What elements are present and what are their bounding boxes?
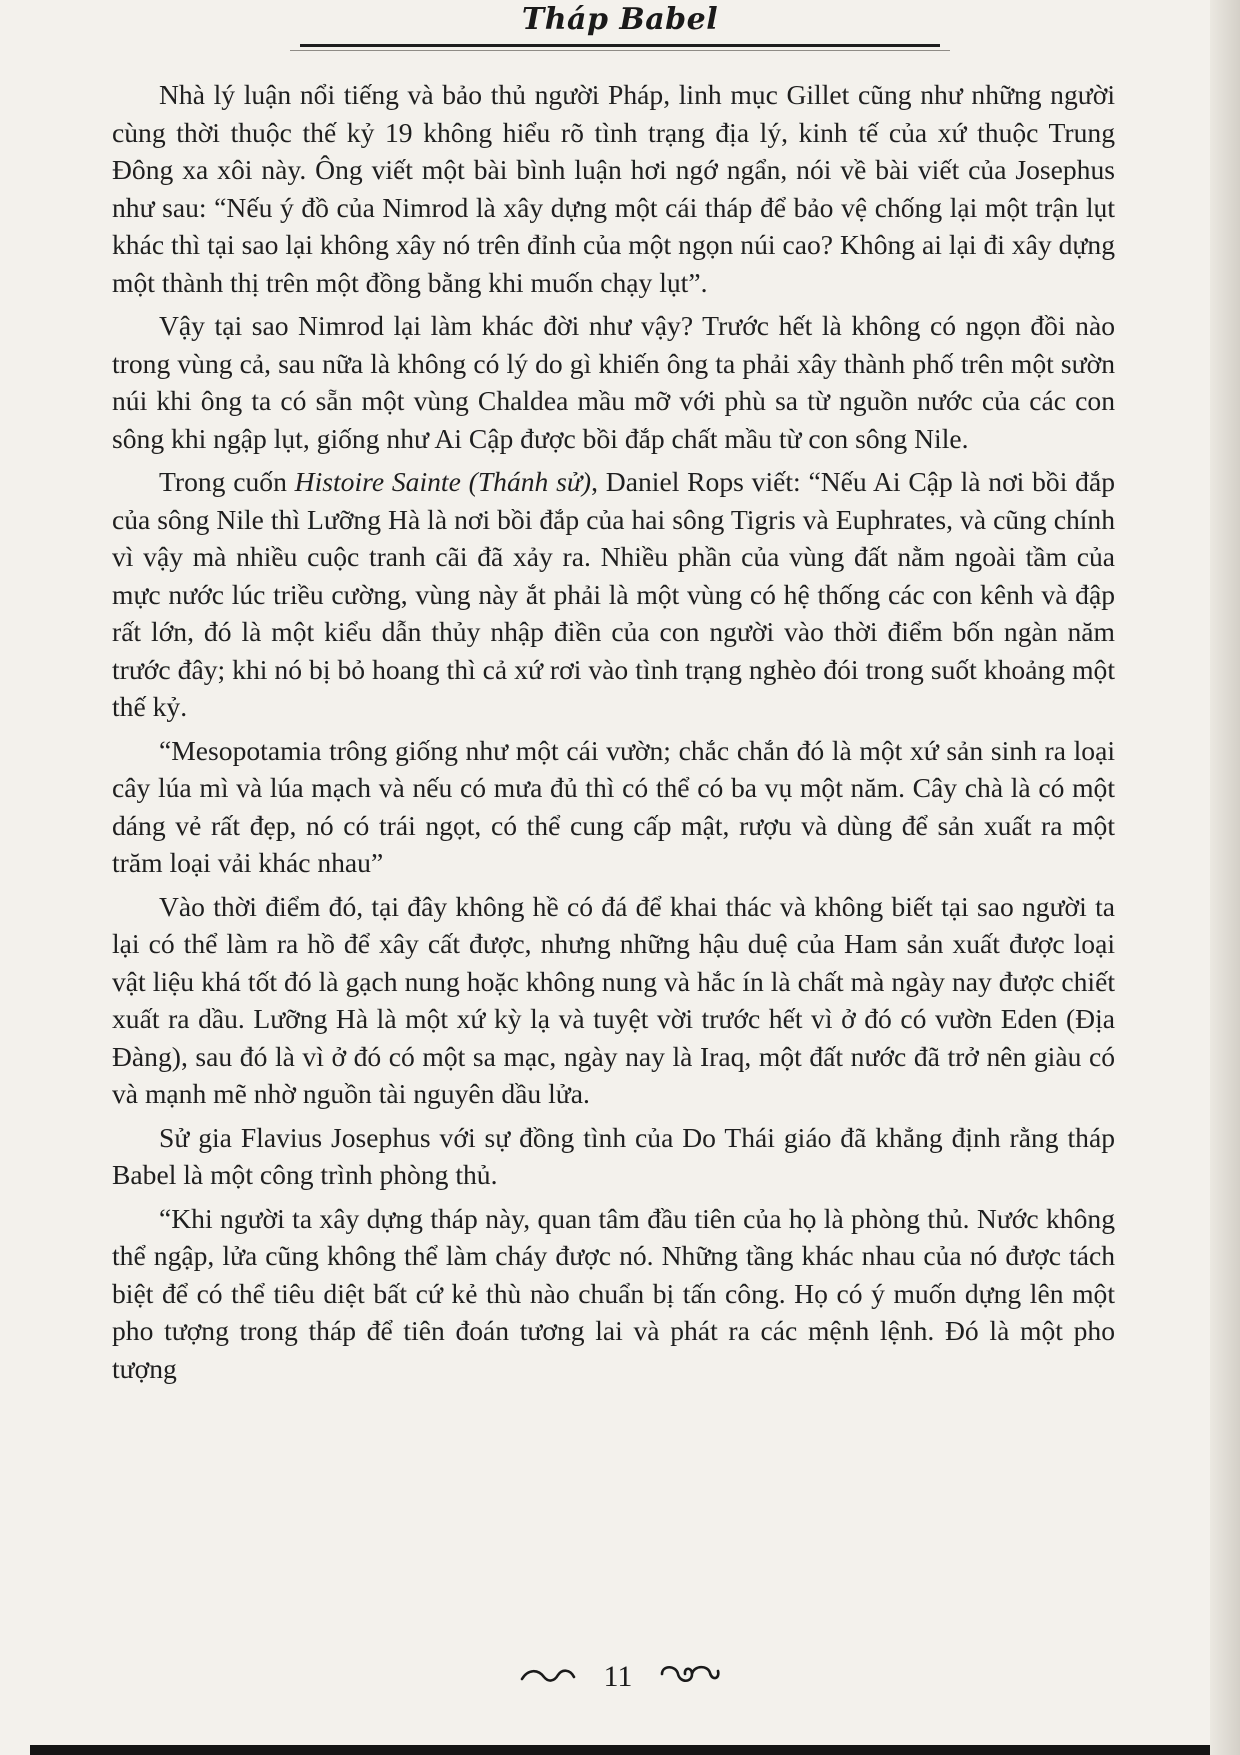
right-ornament-icon [658,1660,722,1695]
paragraph-2: Vậy tại sao Nimrod lại làm khác đời như vậy? Trước hết là không có ngọn đồi nào trong vùng cả, sau nữa là không có lý do gì khiến ông ta phải xây thành phố trên một sườn núi khi ông ta có sẵn một vùng Chaldea mầu mỡ với phù sa từ nguồn nước của các con sông khi ngập lụt, giống như Ai Cập được bồi đắp chất mầu từ con sông Nile. [112,310,1115,454]
paragraph-5: Vào thời điểm đó, tại đây không hề có đá để khai thác và không biết tại sao người ta lại có thể làm ra hồ để xây cất được, nhưng những hậu duệ của Ham sản xuất được loại vật liệu khá tốt đó là gạch nung hoặc không nung và hắc ín là chất mà ngày nay được chiết xuất ra dầu. Lưỡng Hà là một xứ kỳ lạ và tuyệt vời trước hết vì ở đó có vườn Eden (Địa Đàng), sau đó là vì ở đó có một sa mạc, ngày nay là Iraq, một đất nước đã trở nên giàu có và mạnh mẽ nhờ nguồn tài nguyên dầu lửa. [112,890,1115,1109]
header-rule-thin [290,50,950,51]
page-footer [0,1658,1240,1695]
paragraph-3-after: , Daniel Rops viết: “Nếu Ai Cập là nơi bồi đắp của sông Nile thì Lưỡng Hà là nơi bồi đắp của hai sông Tigris và Euphrates, và cũng chính vì vậy mà nhiều cuộc tranh cãi đã xảy ra. Nhiều phần của vùng đất nằm ngoài tầm của mực nước lúc triều cường, vùng này ắt phải là một vùng có hệ thống các con kênh và đập rất lớn, đó là một kiểu dẫn thủy nhập điền của con người vào thời điểm bốn ngàn năm trước đây; khi nó bị bỏ hoang thì cả xứ rơi vào tình trạng nghèo đói trong suốt khoảng một thế kỷ. [112,466,1115,722]
paragraph-7: “Khi người ta xây dựng tháp này, quan tâm đầu tiên của họ là phòng thủ. Nước không thể ngập, lửa cũng không thể làm cháy được nó. Những tầng khác nhau của nó được tách biệt để có thể tiêu diệt bất cứ kẻ thù nào chuẩn bị tấn công. Họ có ý muốn dựng lên một pho tượng trong tháp để tiên đoán tương lai và phát ra các mệnh lệnh. Đó là một pho tượng [112,1202,1115,1384]
page-edge-shadow [1210,0,1240,1755]
paragraph-1: Nhà lý luận nổi tiếng và bảo thủ người Pháp, linh mục Gillet cũng như những người cùng thời thuộc thế kỷ 19 không hiểu rõ tình trạng địa lý, kinh tế của xứ thuộc Trung Đông xa xôi này. Ông viết một bài bình luận hơi ngớ ngẩn, nói về bài viết của Josephus như sau: “Nếu ý đồ của Nimrod là xây dựng một cái tháp để bảo vệ chống lại một trận lụt khác thì tại sao lại không xây nó trên đỉnh của một ngọn núi cao? Không ai lại đi xây dựng một thành thị trên một đồng bằng khi muốn chạy lụt”. [112,79,1115,298]
running-title: Tháp Babel [521,2,719,37]
left-ornament-icon [518,1660,578,1695]
header-rule [300,44,940,47]
paragraph-3-before: Trong cuốn [159,466,295,497]
body-text [112,76,1115,1393]
left-ornament-svg [518,1665,578,1687]
book-title-italic: Histoire Sainte (Thánh sử) [294,466,592,497]
right-ornament-svg [658,1661,722,1687]
paragraph-6: Sử gia Flavius Josephus với sự đồng tình của Do Thái giáo đã khẳng định rằng tháp Babel là một công trình phòng thủ. [112,1121,1115,1190]
page-number: 11 [603,1660,633,1694]
paragraph-4: “Mesopotamia trông giống như một cái vườn; chắc chắn đó là một xứ sản sinh ra loại cây lúa mì và lúa mạch và nếu có mưa đủ thì có thể có ba vụ một năm. Cây chà là có một dáng vẻ rất đẹp, nó có trái ngọt, có thể cung cấp mật, rượu và dùng để sản xuất ra một trăm loại vải khác nhau” [112,734,1115,878]
scan-bottom-border [30,1745,1210,1755]
paragraph-3 [112,463,1115,726]
